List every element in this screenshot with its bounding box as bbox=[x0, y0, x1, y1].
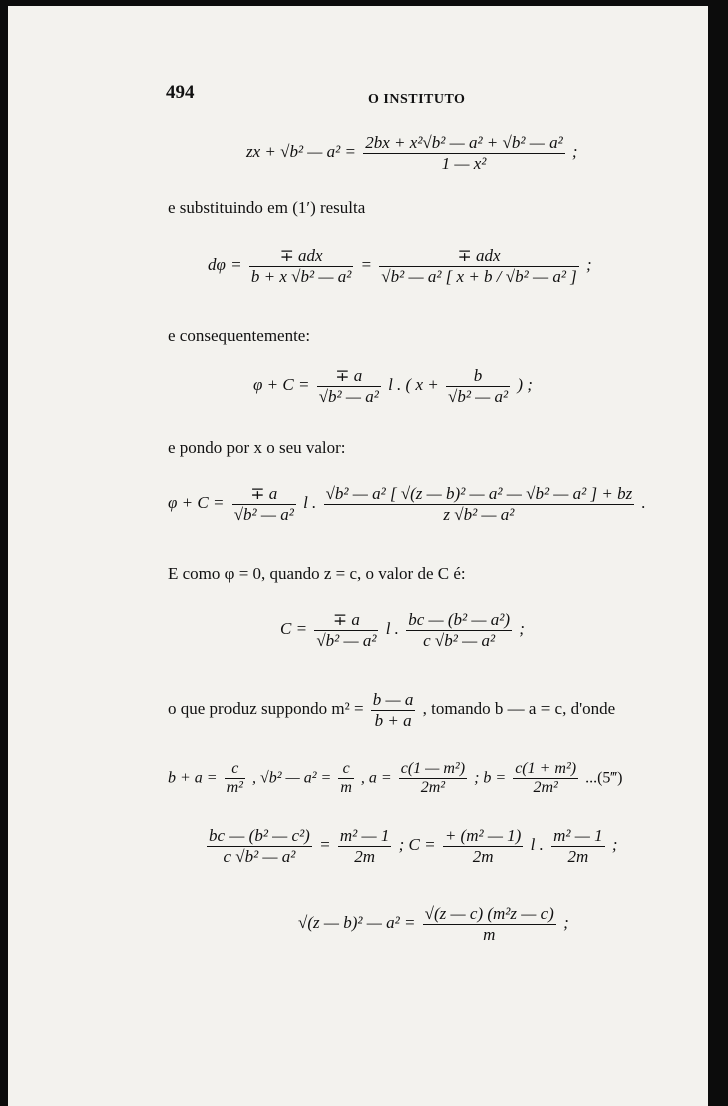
equation-7-f4-denominator: 2m bbox=[567, 846, 589, 866]
equation-6-a-fraction bbox=[225, 760, 245, 798]
equation-6-d-fraction bbox=[513, 760, 578, 798]
equation-7 bbox=[204, 826, 618, 866]
running-title: O INSTITUTO bbox=[368, 92, 466, 107]
equation-8-denominator: m bbox=[483, 924, 496, 944]
equation-4-f2-numerator: √b² — a² [ √(z — b)² — a² — √b² — a² ] + bz bbox=[325, 484, 633, 503]
equation-5-f1-numerator: ∓ a bbox=[314, 610, 378, 631]
equation-4 bbox=[168, 484, 646, 524]
equation-7-fraction-4 bbox=[551, 826, 605, 866]
equation-6-a-lhs: b + a = bbox=[168, 769, 218, 787]
equation-7-f2-denominator: 2m bbox=[354, 846, 375, 866]
equation-6 bbox=[168, 760, 622, 798]
equation-8-lhs: √(z — b)² — a² = bbox=[298, 912, 416, 932]
equation-1 bbox=[246, 133, 578, 173]
equation-6-a-numerator: c bbox=[225, 760, 245, 779]
equation-6-d-numerator: c(1 + m²) bbox=[513, 760, 578, 779]
equation-6-b-fraction bbox=[338, 760, 354, 798]
equation-2-end: ; bbox=[586, 254, 592, 274]
equation-2-f1-numerator: ∓ adx bbox=[249, 246, 353, 267]
equation-3-end: ) ; bbox=[517, 374, 533, 394]
equation-6-d-denominator: 2m² bbox=[533, 779, 558, 797]
equation-8-fraction bbox=[423, 904, 556, 944]
text-line-5-denominator: b + a bbox=[374, 710, 412, 730]
equation-1-end: ; bbox=[571, 141, 578, 161]
equation-3-f2-numerator: b bbox=[446, 366, 510, 387]
text-line-4: E como φ = 0, quando z = c, o valor de C é: bbox=[168, 564, 466, 583]
equation-7-fraction-1 bbox=[207, 826, 312, 866]
equation-6-b-numerator: c bbox=[338, 760, 354, 779]
equation-2-fraction-2 bbox=[379, 246, 579, 286]
equation-2-f1-denominator: b + x √b² — a² bbox=[250, 266, 352, 286]
equation-2-f2-denominator: √b² — a² [ x + b / √b² — a² ] bbox=[381, 266, 577, 286]
equation-7-end: ; bbox=[611, 834, 618, 854]
text-line-5-numerator: b — a bbox=[372, 690, 414, 709]
equation-3-f1-denominator: √b² — a² bbox=[318, 386, 379, 406]
book-page bbox=[8, 6, 708, 1106]
equation-1-fraction bbox=[363, 133, 564, 173]
equation-7-eq: = bbox=[319, 834, 331, 854]
equation-4-f1-numerator: ∓ a bbox=[232, 484, 296, 505]
equation-3-f1-numerator: ∓ a bbox=[317, 366, 381, 387]
equation-4-end: . bbox=[641, 492, 646, 512]
text-line-3: e pondo por x o seu valor: bbox=[168, 438, 346, 457]
equation-2-mid: = bbox=[360, 254, 373, 274]
equation-3-fraction-1 bbox=[317, 366, 381, 406]
equation-6-c-numerator: c(1 — m²) bbox=[399, 760, 467, 779]
equation-1-numerator: 2bx + x²√b² — a² + √b² — a² bbox=[365, 133, 563, 152]
text-line-5 bbox=[168, 690, 615, 730]
equation-5-lhs: C = bbox=[280, 618, 308, 638]
text-line-5-fraction bbox=[371, 690, 416, 730]
equation-2-lhs: dφ = bbox=[208, 254, 242, 274]
equation-7-f2-numerator: m² — 1 bbox=[339, 826, 390, 845]
equation-3-f2-denominator: √b² — a² bbox=[447, 386, 509, 406]
equation-7-fraction-2 bbox=[338, 826, 392, 866]
equation-2-fraction-1 bbox=[249, 246, 353, 286]
equation-7-f1-numerator: bc — (b² — c²) bbox=[209, 826, 310, 845]
equation-4-f1-denominator: √b² — a² bbox=[233, 504, 294, 524]
equation-3 bbox=[253, 366, 533, 406]
equation-2 bbox=[208, 246, 592, 286]
equation-8-end: ; bbox=[563, 912, 569, 932]
equation-3-fraction-2 bbox=[446, 366, 510, 406]
page-number: 494 bbox=[166, 82, 195, 103]
equation-3-mid: l . ( x + bbox=[388, 374, 439, 394]
equation-5-f2-denominator: c √b² — a² bbox=[423, 630, 496, 650]
equation-5-f2-numerator: bc — (b² — a²) bbox=[408, 610, 510, 629]
text-line-5-post: , tomando b — a = c, d'onde bbox=[422, 698, 616, 718]
equation-1-lhs: zx + √b² — a² = bbox=[246, 141, 356, 161]
equation-4-mid: l . bbox=[303, 492, 317, 512]
equation-6-c-denominator: 2m² bbox=[420, 779, 446, 797]
equation-3-lhs: φ + C = bbox=[253, 374, 310, 394]
equation-2-f2-numerator: ∓ adx bbox=[379, 246, 579, 267]
equation-5-fraction-1 bbox=[314, 610, 378, 650]
equation-7-f3-denominator: 2m bbox=[472, 846, 494, 866]
equation-6-c-fraction bbox=[399, 760, 467, 798]
equation-8-numerator: √(z — c) (m²z — c) bbox=[424, 904, 554, 923]
equation-5 bbox=[280, 610, 525, 650]
equation-5-fraction-2 bbox=[406, 610, 512, 650]
equation-4-f2-denominator: z √b² — a² bbox=[443, 504, 515, 524]
equation-6-a-denominator: m² bbox=[226, 779, 243, 797]
equation-6-d-lhs: ; b = bbox=[474, 769, 507, 787]
equation-4-fraction-2 bbox=[324, 484, 635, 524]
equation-4-fraction-1 bbox=[232, 484, 296, 524]
equation-7-fraction-3 bbox=[443, 826, 524, 866]
equation-6-label: ...(5‴) bbox=[585, 769, 623, 787]
equation-7-f1-denominator: c √b² — a² bbox=[223, 846, 296, 866]
text-line-1: e substituindo em (1′) resulta bbox=[168, 198, 366, 217]
text-line-2: e consequentemente: bbox=[168, 326, 311, 345]
equation-1-denominator: 1 — x² bbox=[441, 153, 487, 173]
equation-7-f3-numerator: + (m² — 1) bbox=[444, 826, 522, 845]
equation-6-c-lhs: , a = bbox=[360, 769, 392, 787]
equation-4-lhs: φ + C = bbox=[168, 492, 225, 512]
equation-6-b-lhs: , √b² — a² = bbox=[251, 769, 332, 787]
equation-5-end: ; bbox=[519, 618, 525, 638]
equation-5-f1-denominator: √b² — a² bbox=[316, 630, 377, 650]
equation-6-b-denominator: m bbox=[340, 779, 352, 797]
equation-7-f4-numerator: m² — 1 bbox=[553, 826, 603, 845]
equation-7-l: l . bbox=[530, 834, 544, 854]
equation-7-mid: ; C = bbox=[398, 834, 436, 854]
text-line-5-pre: o que produz suppondo m² = bbox=[168, 698, 364, 718]
equation-5-mid: l . bbox=[385, 618, 399, 638]
equation-8 bbox=[298, 904, 569, 944]
